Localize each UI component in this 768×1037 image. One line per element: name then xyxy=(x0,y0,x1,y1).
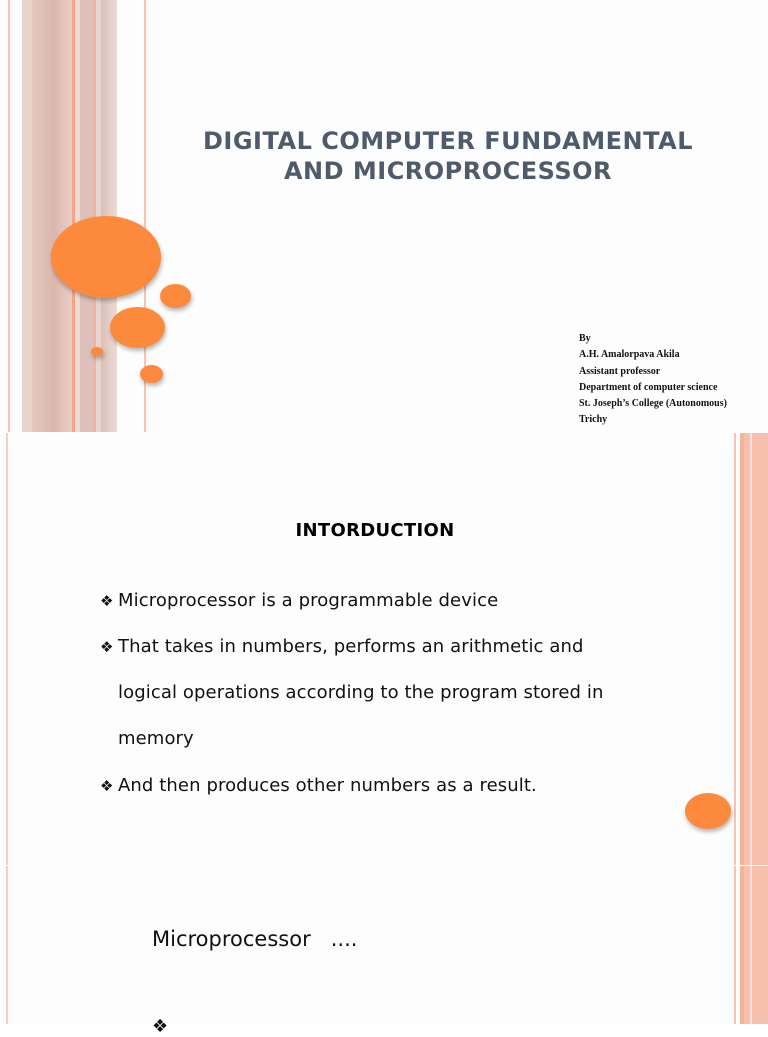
author-line: Department of computer science xyxy=(579,381,718,393)
slide-title xyxy=(150,126,746,186)
decorative-circle-large xyxy=(51,216,161,298)
section-heading: INTORDUCTION xyxy=(295,520,455,541)
author-line: Assistant professor xyxy=(579,365,661,377)
bullet-item xyxy=(100,636,584,657)
bullet-continuation: logical operations according to the program stored in xyxy=(118,682,604,703)
decorative-circle xyxy=(685,793,731,829)
bullet-text: That takes in numbers, performs an arithmetic and xyxy=(118,636,584,657)
diamond-bullet-icon: ❖ xyxy=(152,1016,169,1037)
microprocessor-slide xyxy=(0,866,768,1037)
bullet-text: Microprocessor is a programmable device xyxy=(118,590,499,611)
introduction-slide xyxy=(0,433,768,865)
partial-bullet-item xyxy=(152,1016,168,1037)
slide-title: Microprocessor .... xyxy=(152,927,358,951)
slide-title-line-1: DIGITAL COMPUTER FUNDAMENTAL xyxy=(203,127,693,155)
decorative-circle-medium xyxy=(110,307,165,348)
decorative-circle-tiny xyxy=(140,365,163,383)
bullet-continuation: memory xyxy=(118,728,194,749)
diamond-bullet-icon: ❖ xyxy=(100,592,114,610)
decorative-circle-dot xyxy=(91,347,103,356)
author-line: By xyxy=(579,333,591,344)
diamond-bullet-icon: ❖ xyxy=(100,777,114,795)
diamond-bullet-icon: ❖ xyxy=(100,638,114,656)
decorative-circle-small xyxy=(160,284,191,308)
title-slide xyxy=(0,0,768,432)
author-line: A.H. Amalorpava Akila xyxy=(579,349,680,361)
author-line: Trichy xyxy=(579,414,608,426)
bullet-text: And then produces other numbers as a result. xyxy=(118,775,537,796)
bullet-item xyxy=(100,590,498,611)
author-line: St. Joseph’s College (Autonomous) xyxy=(579,398,727,410)
author-block xyxy=(579,331,727,429)
bullet-item xyxy=(100,775,537,796)
slide-title-line-2: AND MICROPROCESSOR xyxy=(283,157,613,185)
